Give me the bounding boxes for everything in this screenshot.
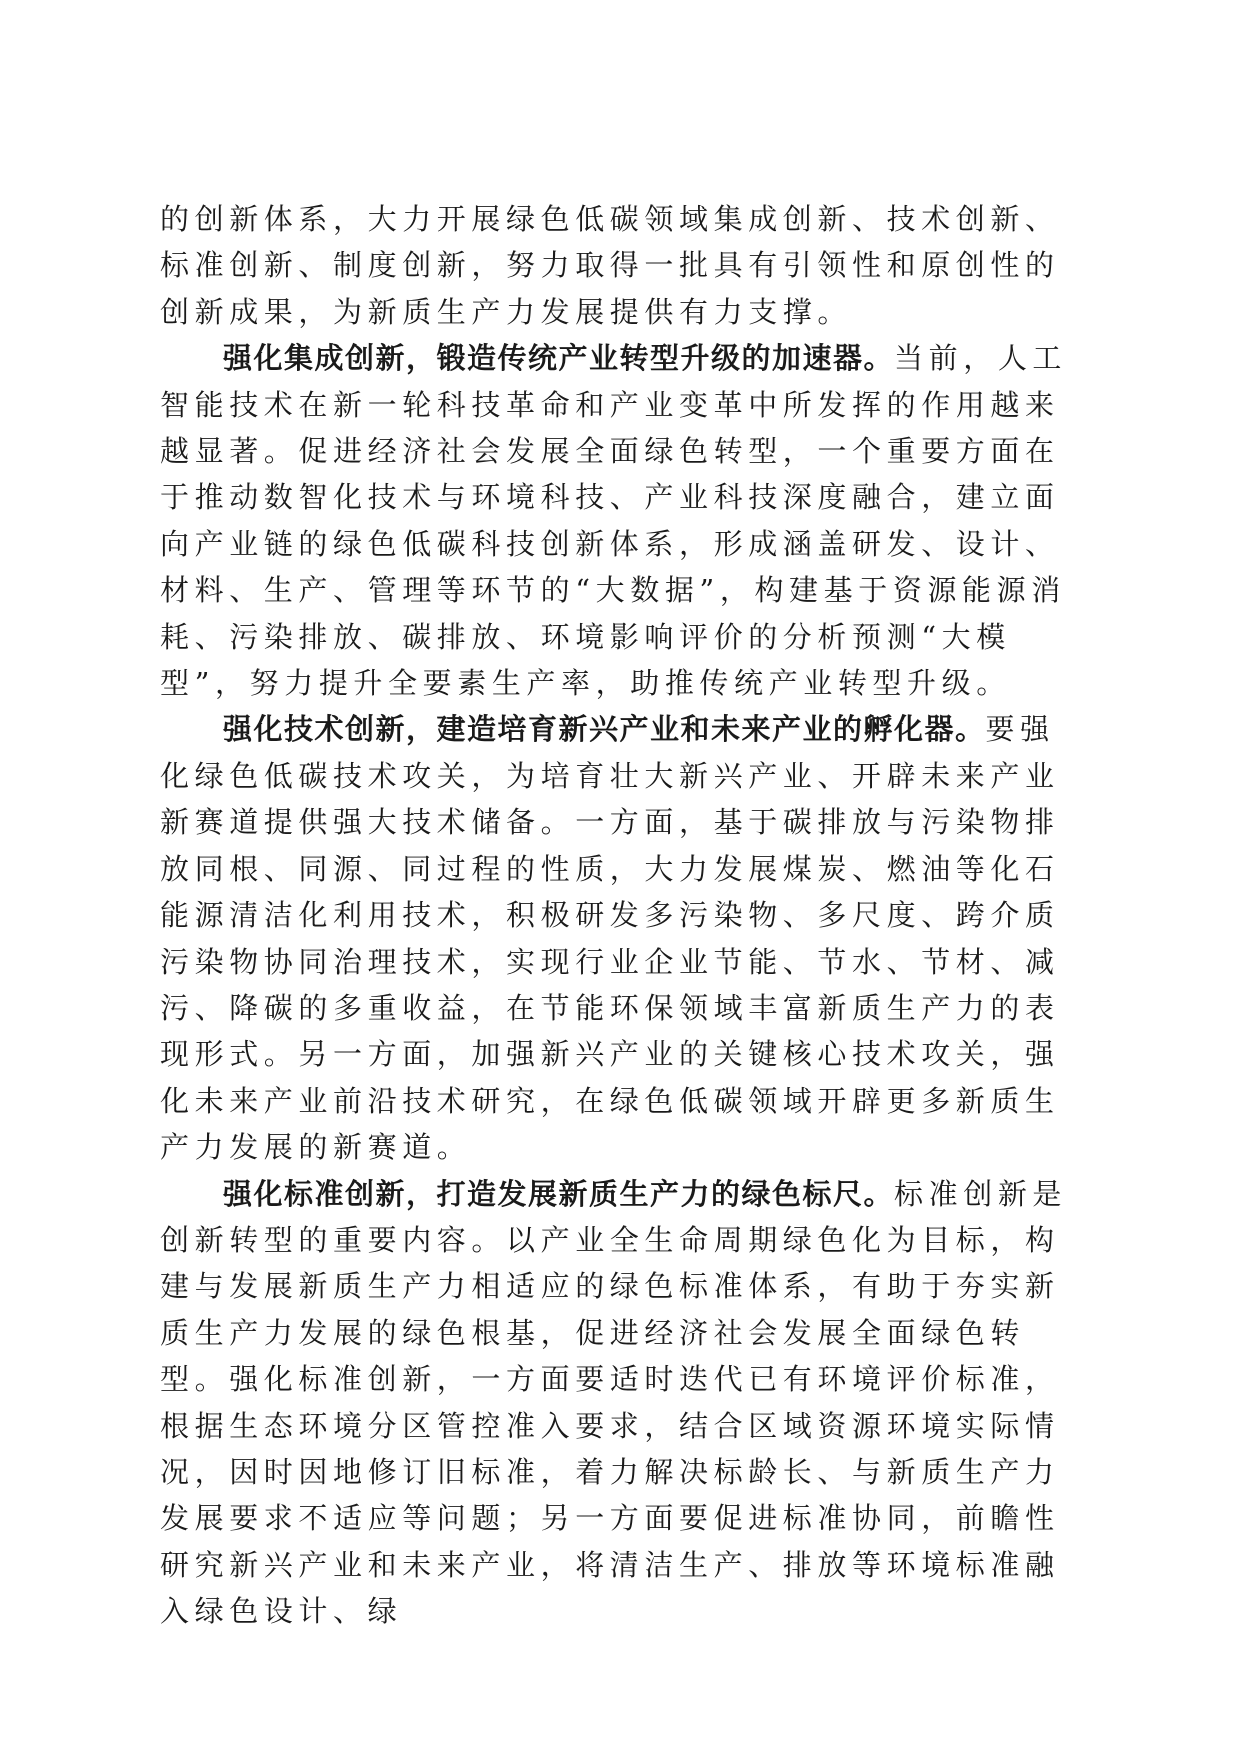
paragraph-standard-innovation (160, 1171, 1078, 1635)
paragraph-integrated-innovation (160, 335, 1078, 706)
document-body (160, 196, 1078, 1635)
paragraph-text: 要强化绿色低碳技术攻关，为培育壮大新兴产业、开辟未来产业新赛道提供强大技术储备。一方面，基于碳排放与污染物排放同根、同源、同过程的性质，大力发展煤炭、燃油等化石能源清洁化利用技术，积极研发多污染物、多尺度、跨介质污染物协同治理技术，实现行业企业节能、节水、节材、减污、降碳的多重收益，在节能环保领域丰富新质生产力的表现形式。另一方面，加强新兴产业的关键核心技术攻关，强化未来产业前沿技术研究，在绿色低碳领域开辟更多新质生产力发展的新赛道。 (160, 712, 1060, 1165)
paragraph-heading: 强化集成创新，锻造传统产业转型升级的加速器。 (223, 341, 895, 376)
paragraph-heading: 强化技术创新，建造培育新兴产业和未来产业的孵化器。 (223, 712, 986, 747)
paragraph-text: 当前，人工智能技术在新一轮科技革命和产业变革中所发挥的作用越来越显著。促进经济社会发展全面绿色转型，一个重要方面在于推动数智化技术与环境科技、产业科技深度融合，建立面向产业链的绿色低碳科技创新体系，形成涵盖研发、设计、材料、生产、管理等环节的“大数据”，构建基于资源能源消耗、污染排放、碳排放、环境影响评价的分析预测“大模型”，努力提升全要素生产率，助推传统产业转型升级。 (160, 341, 1068, 701)
paragraph-heading: 强化标准创新，打造发展新质生产力的绿色标尺。 (223, 1176, 895, 1211)
paragraph-text: 的创新体系，大力开展绿色低碳领域集成创新、技术创新、标准创新、制度创新，努力取得一批具有引领性和原创性的创新成果，为新质生产力发展提供有力支撑。 (160, 202, 1060, 329)
paragraph-technology-innovation (160, 706, 1078, 1170)
paragraph-continuation (160, 196, 1078, 335)
paragraph-text: 标准创新是创新转型的重要内容。以产业全生命周期绿色化为目标，构建与发展新质生产力相适应的绿色标准体系，有助于夯实新质生产力发展的绿色根基，促进经济社会发展全面绿色转型。强化标准创新，一方面要适时迭代已有环境评价标准，根据生态环境分区管控准入要求，结合区域资源环境实际情况，因时因地修订旧标准，着力解决标龄长、与新质生产力发展要求不适应等问题；另一方面要促进标准协同，前瞻性研究新兴产业和未来产业，将清洁生产、排放等环境标准融入绿色设计、绿 (160, 1176, 1068, 1629)
